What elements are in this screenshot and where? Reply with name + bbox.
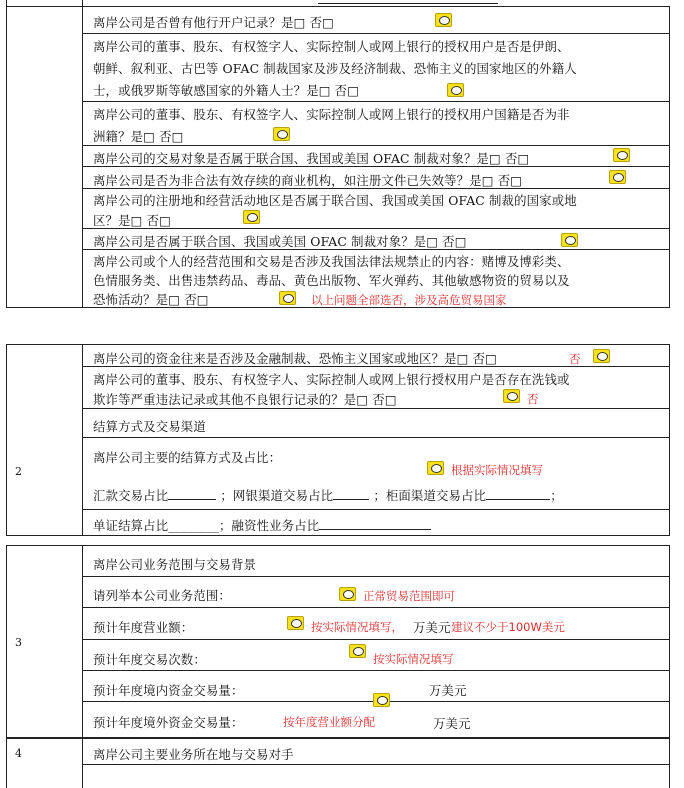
annotation-note: 按实际情况填写 bbox=[373, 652, 454, 666]
table-row bbox=[83, 608, 669, 640]
annotation-note: 根据实际情况填写 bbox=[451, 463, 543, 477]
number-column bbox=[7, 7, 83, 307]
field-label: 预计年度境外资金交易量： bbox=[93, 715, 244, 730]
table-row bbox=[83, 345, 669, 367]
section-number: 2 bbox=[15, 465, 22, 478]
unit-label: 万美元 bbox=[429, 683, 467, 698]
table-section-1 bbox=[6, 6, 670, 308]
unit-label: 万美元 bbox=[433, 716, 471, 731]
table-row bbox=[83, 34, 669, 102]
annotation-note: 按实际情况填写， bbox=[311, 620, 403, 634]
table-row bbox=[83, 167, 669, 189]
question-text: 士，或俄罗斯等敏感国家的外籍人士？是□ 否□ bbox=[93, 83, 360, 98]
question-text: 离岸公司或个人的经营范围和交易是否涉及我国法律法规禁止的内容：赌博及博彩类、 bbox=[93, 254, 570, 269]
question-text: 离岸公司是否属于联合国、我国或美国 OFAC 制裁对象？是□ 否□ bbox=[93, 234, 467, 249]
comment-icon[interactable] bbox=[339, 587, 356, 601]
table-row bbox=[83, 146, 669, 167]
number-column bbox=[7, 546, 83, 737]
question-text: 离岸公司的交易对象是否属于联合国、我国或美国 OFAC 制裁对象？是□ 否□ bbox=[93, 151, 530, 166]
comment-icon[interactable] bbox=[427, 461, 444, 475]
section-heading: 离岸公司主要业务所在地与交易对手 bbox=[93, 747, 294, 762]
question-text: 离岸公司的董事、股东、有权签字人、实际控制人或网上银行授权用户是否存在洗钱或 bbox=[93, 372, 570, 387]
table-row bbox=[83, 702, 669, 737]
field-label: 请列举本公司业务范围： bbox=[93, 588, 231, 603]
question-text: 离岸公司是否曾有他行开户记录？是□ 否□ bbox=[93, 15, 334, 30]
table-row bbox=[83, 7, 669, 34]
annotation-note: 正常贸易范围即可 bbox=[363, 589, 455, 603]
comment-icon[interactable] bbox=[613, 148, 630, 162]
question-text: 朝鲜、叙利亚、古巴等 OFAC 制裁国家及涉及经济制裁、恐怖主义的国家地区的外籍人 bbox=[93, 61, 577, 76]
question-text: 离岸公司是否为非合法有效存续的商业机构，如注册文件已失效等？是□ 否□ bbox=[93, 173, 523, 188]
question-text: 区？是□ 否□ bbox=[93, 213, 171, 228]
table-section-4 bbox=[6, 738, 670, 788]
table-section-2 bbox=[6, 344, 670, 536]
annotation-note: 否 bbox=[527, 392, 539, 406]
table-section-3 bbox=[6, 545, 670, 738]
comment-icon[interactable] bbox=[273, 127, 290, 141]
question-text: 色情服务类、出售违禁药品、毒品、黄色出版物、军火弹药、其他敏感物资的贸易以及 bbox=[93, 273, 570, 288]
question-text: 离岸公司的董事、股东、有权签字人、实际控制人或网上银行的授权用户国籍是否为非 bbox=[93, 107, 570, 122]
table-row bbox=[83, 189, 669, 229]
question-text: 离岸公司的董事、股东、有权签字人、实际控制人或网上银行的授权用户是否是伊朗、 bbox=[93, 39, 570, 54]
annotation-note: 以上问题全部选否，涉及高危贸易国家 bbox=[311, 293, 507, 307]
comment-icon[interactable] bbox=[593, 349, 610, 363]
comment-icon[interactable] bbox=[503, 389, 520, 403]
ratio-line bbox=[93, 486, 563, 504]
annotation-note: 建议不少于100W美元 bbox=[451, 620, 565, 634]
annotation-note: 否 bbox=[569, 352, 581, 366]
question-text: 离岸公司主要的结算方式及占比： bbox=[93, 450, 282, 465]
table-row bbox=[83, 102, 669, 146]
question-text: 恐怖活动？是□ 否□ bbox=[93, 292, 209, 307]
table-row bbox=[83, 510, 669, 535]
comment-icon[interactable] bbox=[349, 644, 366, 658]
question-text: 离岸公司的注册地和经营活动地区是否属于联合国、我国或美国 OFAC 制裁的国家或地 bbox=[93, 193, 577, 208]
ratio-label: 汇款交易占比 bbox=[93, 488, 169, 503]
section-number: 3 bbox=[15, 636, 22, 649]
field-label: 预计年度交易次数： bbox=[93, 652, 206, 667]
table-row bbox=[83, 438, 669, 510]
number-column bbox=[7, 739, 83, 788]
section-number: 4 bbox=[15, 747, 22, 760]
table-row bbox=[83, 739, 669, 765]
table-row bbox=[83, 409, 669, 438]
table-row bbox=[83, 229, 669, 250]
field-label: 预计年度境内资金交易量： bbox=[93, 683, 244, 698]
annotation-note: 按年度营业额分配 bbox=[283, 715, 375, 729]
ratio-label: ；网银渠道交易占比 bbox=[220, 488, 334, 503]
section-heading: 结算方式及交易渠道 bbox=[93, 419, 206, 434]
table-row bbox=[83, 577, 669, 608]
ratio-label: ； bbox=[550, 488, 563, 503]
fill-blank[interactable] bbox=[168, 488, 216, 500]
question-text: 洲籍？是□ 否□ bbox=[93, 129, 184, 144]
table-row bbox=[83, 640, 669, 671]
fill-blank[interactable] bbox=[333, 488, 369, 500]
unit-label: 万美元 bbox=[413, 620, 451, 635]
comment-icon[interactable] bbox=[561, 233, 578, 247]
question-text: 欺诈等严重违法记录或其他不良银行记录的？是□ 否□ bbox=[93, 392, 397, 407]
number-column bbox=[7, 345, 83, 535]
ratio-label: ；柜面渠道交易占比 bbox=[373, 488, 487, 503]
fill-blank[interactable] bbox=[319, 518, 431, 530]
ratio-label: 单证结算占比________；融资性业务占比 bbox=[93, 518, 320, 533]
comment-icon[interactable] bbox=[447, 83, 464, 97]
table-row bbox=[83, 250, 669, 307]
comment-icon[interactable] bbox=[243, 210, 260, 224]
comment-icon[interactable] bbox=[609, 170, 626, 184]
fill-blank[interactable] bbox=[486, 488, 550, 500]
table-row bbox=[83, 367, 669, 409]
table-row bbox=[83, 546, 669, 577]
table-row bbox=[83, 671, 669, 702]
comment-icon[interactable] bbox=[287, 616, 304, 630]
question-text: 离岸公司的资金往来是否涉及金融制裁、恐怖主义国家或地区？是□ 否□ bbox=[93, 351, 498, 366]
question-text bbox=[93, 516, 431, 534]
field-label: 预计年度营业额： bbox=[93, 620, 194, 635]
section-heading: 离岸公司业务范围与交易背景 bbox=[93, 557, 257, 572]
comment-icon[interactable] bbox=[435, 13, 452, 27]
comment-icon[interactable] bbox=[279, 291, 296, 305]
